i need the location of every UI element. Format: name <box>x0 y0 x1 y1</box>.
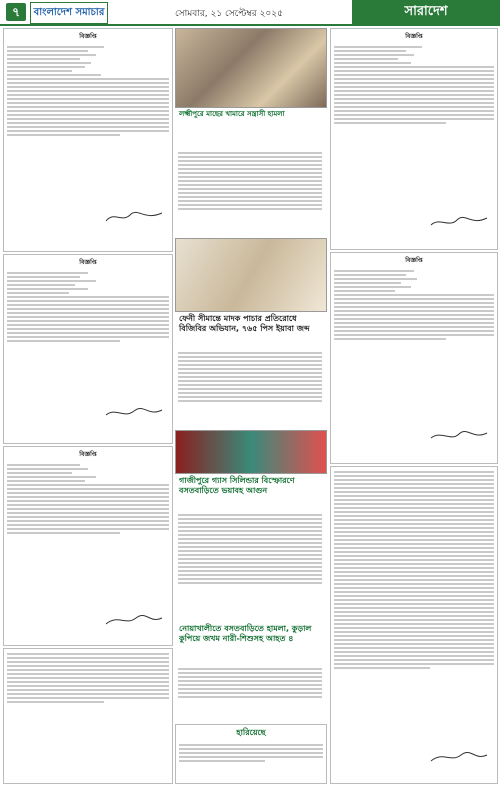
notice-right-1 <box>330 28 498 250</box>
headline-block-2 <box>175 312 325 346</box>
notice-title: বিজ্ঞপ্তি <box>405 257 423 264</box>
notice-text <box>331 467 497 673</box>
lost-notice-title: হারিয়েছে <box>236 728 266 737</box>
page-number: ৭ <box>6 3 26 21</box>
notice-left-4 <box>3 648 173 784</box>
notice-title: বিজ্ঞপ্তি <box>79 33 97 40</box>
signature <box>104 405 164 421</box>
headline-block-1 <box>175 108 325 148</box>
brand-logo: বাংলাদেশ সমাচার <box>30 2 108 24</box>
news-photo-2 <box>175 238 327 312</box>
notice-text <box>331 42 497 128</box>
notice-left-2 <box>3 254 173 444</box>
notice-title: বিজ্ঞপ্তি <box>79 451 97 458</box>
headline-block-3 <box>175 474 325 508</box>
notice-text <box>331 266 497 344</box>
signature <box>104 209 164 225</box>
section-title: সারাদেশ <box>352 0 500 24</box>
article-body-3 <box>175 510 325 620</box>
signature <box>104 612 164 628</box>
signature <box>429 214 489 230</box>
notice-left-3 <box>3 446 173 646</box>
signature <box>429 749 489 765</box>
headline-1: লক্ষ্মীপুরে মাছের খামারে সন্ত্রাসী হামলা <box>179 110 285 118</box>
headline-3: গাজীপুরে গ্যাস সিলিন্ডার বিস্ফোরণে বসতবাড়িতে ভয়াবহ আগুন <box>179 476 295 495</box>
signature <box>429 428 489 444</box>
page-header <box>0 0 500 24</box>
notice-text <box>4 268 172 346</box>
news-photo-3 <box>175 430 327 474</box>
headline-4: নোয়াখালীতে বসতবাড়িতে হামলা, কুড়াল কুপিয়ে জখম নারী-শিশুসহ আহত ৪ <box>179 624 312 643</box>
notice-right-2 <box>330 252 498 464</box>
notice-right-3 <box>330 466 498 784</box>
notice-text <box>4 42 172 140</box>
header-rule <box>0 24 500 26</box>
notice-text <box>4 460 172 538</box>
issue-date: সোমবার, ২১ সেপ্টেম্বর ২০২৫ <box>175 9 283 19</box>
article-body-4 <box>175 664 325 720</box>
notice-text <box>4 649 172 707</box>
lost-notice <box>175 724 327 784</box>
notice-title: বিজ্ঞপ্তি <box>79 259 97 266</box>
notice-title: বিজ্ঞপ্তি <box>405 33 423 40</box>
news-photo-1 <box>175 28 327 108</box>
headline-block-4 <box>175 622 325 662</box>
article-body-1 <box>175 148 325 236</box>
headline-2: ফেনী সীমান্তে মাদক পাচার প্রতিরোধে বিজিবির অভিযান, ৭৬৫ পিস ইয়াবা জব্দ <box>179 314 310 333</box>
article-body-2 <box>175 348 325 428</box>
notice-left-1 <box>3 28 173 252</box>
